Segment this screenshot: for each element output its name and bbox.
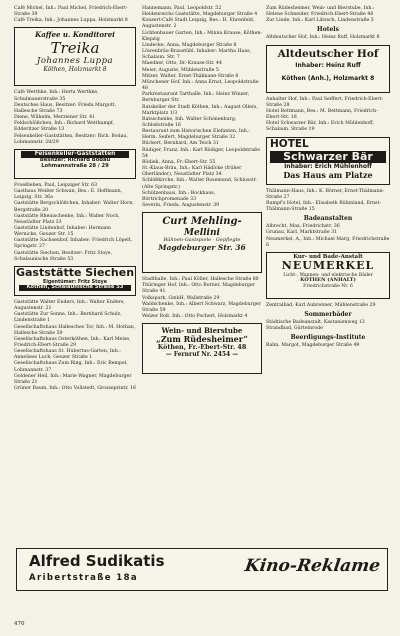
directory-entry: Café Werthke, Inh.: Herta Werthke, Schulmauerstraße 35 [14,90,99,102]
directory-entry: Löwenbräu-Braustübl, Inhaber: Martha Haas, Schalaun. Str. 7 [142,49,252,61]
column-right [266,6,390,349]
advertisement-text: Gaststätte Siechen [15,265,135,279]
directory-entry: Rüdiger, Franz, Inh.: Karl Rüdiger, Leopoldstraße 54 [142,147,261,159]
directory-entry: Waldschenke, Inh.: Albert Schwarz, Magdeburger Straße 59 [142,301,261,313]
advertisement-text: Köthen, Fr.-Ebert-Str. 48 [157,343,247,352]
directory-entry: Grunau, Karl, Marktstraße 31 [266,230,338,236]
directory-entry: Meier, Auguste, Mühlenstraße 5 [142,67,219,73]
directory-entry: Rumpf's Hotel, Inh.: Elisabeth Rühmland, Ernst-Thälmann-Straße 15 [266,200,382,213]
advertiser-address: Aribertstraße 18a [29,573,139,583]
directory-entry: Münchener Hof, Inh.: Anna Ernst, Leopoldstraße 48 [142,79,259,92]
directory-entry: Gesellschaftshaus Osterköthen, Inh.: Karl Meise, Friedrich-Ebert-Straße 29 [14,336,131,348]
directory-entry: Gaststätte Siechen, Besitzer: Fritz Stoye, Schalaunische Straße 53 [14,250,113,262]
directory-entry: Hotel Bettmann, Bes.: M. Bettmann, Friedrich-Ebert-Str. 18 [266,108,378,121]
directory-entry: Städtische Badeanstalt, Kastanienweg 13 [266,319,365,325]
advertisement-box [14,266,136,296]
directory-entry: Thälmann-Haus, Inh.: K. Börner, Ernst-Thälmann-Straße 27 [266,188,385,200]
advertisement-text: Das Haus am Platze [283,170,373,181]
directory-entry: Felsenkeller-Gaststätten, Besitzer: Rich. Bodau, Lohmannstr. 28/29 [14,133,128,145]
directory-entry: Gesellschaftshaus St. Hubertus-Garten, Inh.: Anneliese Luck, Geuzer Straße 1 [14,349,121,361]
directory-entry: Ratskeller der Stadt Köthen, Inh.: August Ollers, Marktplatz 1/3 [142,104,258,116]
directory-entry: Café Treika, Inh.: Johannes Luppa, Holzmarkt 8 [14,18,128,24]
page-number: 470 [14,621,25,627]
directory-entry: Gaststätte Sachsenhof, Inhaber: Friedrich Löpelt, Springstr. 27 [14,238,133,250]
kino-reklame-slogan: Kino-Reklame [243,556,382,576]
advertisement-text: Lohmannstraße 28 / 29 [41,162,109,169]
advertisement-text: Köthen, Schalaunische Straße 53 [19,285,131,291]
directory-entry: Anhalter Hof, Inh.: Paul Seiffert, Friedrich-Ebert-Straße 28 [266,96,384,108]
advertisement-box [14,149,136,179]
advertisement-text: Bühnen-Gastspiele · Gepflegte [163,237,241,243]
column-middle [142,6,262,378]
directory-entry: Schützenhaus, Inh.: Bockhaus, Börtrichpromenade 33 [142,190,216,202]
directory-entry: Neumerkel, A., Inh.: Michael Marg, Friedrichstraße 6 [266,236,390,248]
directory-entry: Deutsches Haus, Besitzer: Frieda Margott, Hallesche Straße 73 [14,102,116,114]
advertisement-box [266,137,390,185]
advertisement-text: Magdeburger Str. 36 [158,242,246,252]
directory-entry: Feldschlößchen, Inh.: Richard Wettkampf, Edderitzer Straße 13 [14,121,114,133]
advertisement-text: Felsenkeller-Gaststätten [21,151,129,158]
directory-entry: Gasthaus Weißer Schwan, Bes.: E. Hoffmann, Leipzig. Str. 36a [14,189,123,201]
directory-entry: Froeßleben, Paul, Leipziger Str. 63 [14,182,98,188]
advertiser-name: Alfred Sudikatis [29,552,165,570]
directory-entry: Lindecke, Anna, Magdeburger Straße 8 [142,42,237,48]
directory-entry: Gesellschaftshaus Zum Ring, Inh.: Eric Rempel, Lohmannstr. 37 [14,361,128,373]
directory-entry: Rückert, Bernhard, Am Teich 31 [142,141,219,147]
directory-entry: Hannemann, Paul, Leopoldstr. 52 [142,6,222,11]
advertisement-text: Altdeutscher Hof [277,47,379,60]
directory-entry: Gaststätte Walter Enders, Inh.: Walter Enders, Augustenstr. 21 [14,299,125,312]
directory-entry: Thüringer Hof, Inh.: Otto Borner, Magdeburger Straße 41 [142,283,255,295]
directory-entry: Zentralbad, Karl Aubrenner, Mühlenstraße 29 [266,302,376,308]
advertisement-text: Inhaber: Erich Mühlenhoff [284,163,372,171]
directory-entry: Maedner, Otto, Dr.-Krause-Str. 44 [142,61,222,67]
section-heading: Sommerbäder [304,310,352,318]
advertisement-text: Friedrichstraße Nr. 6 [303,283,353,289]
directory-entry: Gesellschaftshaus Hallesches Tor, Inh.: M. Hothan, Hallesche Straße 59 [14,324,136,336]
directory-entry: Restaurant zum Historischen Elefanten, Inh.: Herm. Seifert, Magdeburger Straße 32 [142,129,250,141]
section-heading: Hotels [317,26,339,34]
advertisement-text: Kur- und Bade-Anstalt [293,253,363,260]
advertisement-box [266,45,390,93]
directory-entry: Ratsschenke, Inh. Walter Schönenburg, Schloßstraße 16 [142,116,237,128]
directory-entry: Mitzer, Walter, Ernst-Thälmann-Straße 8 [142,73,239,79]
directory-entry: Café Michel, Inh.: Paul Michel, Friedrich-Ebert-Straße 39 [14,6,128,18]
advertisement-text: „Zum Rüdesheimer“ [156,334,248,345]
directory-entry: Bahn, Margot, Magdeburger Straße 49 [266,343,360,349]
advertisement-text: Wein- und Bierstube [161,326,243,336]
section-heading: Beerdigungs-Institute [290,334,366,342]
directory-entry: Goldener Heil, Inh.: Marie Wagner, Magdeburger Straße 21 [14,373,132,385]
directory-entry: Hotel Schwarzer Bär, Inh.: Erich Mühlenhoff, Schalaun. Straße 19 [266,121,374,133]
advertisement-box [142,212,262,273]
directory-entry: Rödiek, Anna, Fr.-Ebert-Str. 55 [142,159,216,165]
advertisement-text: Licht-, Wannen- und elektrische Bäder [283,272,373,278]
directory-entry: Grüner Baum, Inh.: Otto Vollstedt, Grosseprintr. 16 [14,386,136,392]
cinema-advertisement-banner [16,548,388,591]
advertisement-text: Eigentümer: Fritz Stoye [42,279,108,285]
directory-entry: Zum Rüdesheimer, Wein- und Bierstube, Inh.: Helene Schneider, Friedrich-Ebert-Straße 48 [266,6,375,18]
advertisement-text: Köthen, Holzmarkt 8 [43,65,107,73]
directory-entry: Strandbad, Gürteinrode [266,326,323,332]
directory-entry: Volkspark, GmbH, Wallstraße 29 [142,295,220,301]
directory-entry: St.-Klaus-Bräu, Inh.: Karl Hädicke (früher Oberländer), Neustädter Platz 34 [142,166,242,178]
directory-entry: Heidenreichs Gaststätte, Magdeburger Straße 4 [142,12,258,18]
advertisement-text: NEUMERKEL [281,259,375,273]
section-heading: Badeanstalten [303,215,353,223]
advertisement-text: Treika [50,38,100,57]
directory-entry: Gaststätte Rheinschenke, Inh.: Walter Noch, Neustädter Platz 33 [14,213,120,225]
advertisement-text: HOTEL [270,137,309,150]
directory-entry: Severin, Frieda, Augustenstr. 39 [142,203,220,208]
directory-entry: Gaststätte Lindenhof, Inhaber: Hermann Wernicke, Geuzer Str. 15 [14,225,111,238]
directory-entry: Konzert-Café Stadt Leipzig, Bes.: H. Ehrenfeld, Augustenstr. 2 [142,18,255,30]
advertisement-box [142,323,262,374]
directory-entry: Stadthalle, Inh.: Paul Köller, Hallesche Straße 80 [142,277,259,283]
directory-entry: Lichtenbauer Garten, Inh.: Minna Krause, Köthen-Klepzig [142,30,262,42]
directory-entry: Gaststätte Bergschlößchen, Inhaber: Walter Horn, Bergstraße 20 [14,201,134,213]
advertisement-text: KÖTHEN (ANHALT) [300,277,356,284]
directory-entry: Zur Linde, Inh.: Karl Lätzsch, Lindenstraße 5 [266,18,374,24]
advertisement-text: Besitzer: Richard Bodau [39,156,111,163]
column-left [14,6,136,392]
advertisement-text: Curt Mehling- [162,216,242,228]
advertisement-text: Inhaber: Heinz Ruff [295,61,361,69]
directory-entry: Diene, Wilhelm, Merziener Str. 41 [14,115,96,121]
directory-entry: Altdeutscher Hof, Inh.: Heinz Ruff, Holzmarkt 8 [266,35,380,41]
directory-entry: Albrecht, Max, Friedrichstr. 36 [266,224,340,230]
advertisement-box [266,252,390,299]
advertisement-text: Kaffee u. Konditorei [35,30,115,40]
advertisement-text: Köthen (Anh.), Holzmarkt 8 [281,74,375,82]
advertisement-text: Johannes Luppa [36,55,114,66]
advertisement-text: Schwarzer Bär [270,151,386,164]
directory-entry: Parkrestaurant Tarthalle, Inh.: Heinz Winzer, Bernburger Str. [142,92,250,104]
advertisement-box [14,27,136,86]
advertisement-text: — Fernruf Nr. 2454 — [165,350,239,358]
directory-entry: Welzer Roß, Inh.: Otto Pochert, Holzmarkt 4 [142,314,248,320]
directory-entry: Gaststätte Zur Sonne, Inh.: Bernhard Schulz, Lindenstraße 1 [14,312,122,324]
advertisement-text: Mellini [184,227,220,238]
directory-entry: Schlößkirche, Inh.: Walter Rosemund, Schlosstr. (Alte Springstr.) [142,178,257,190]
